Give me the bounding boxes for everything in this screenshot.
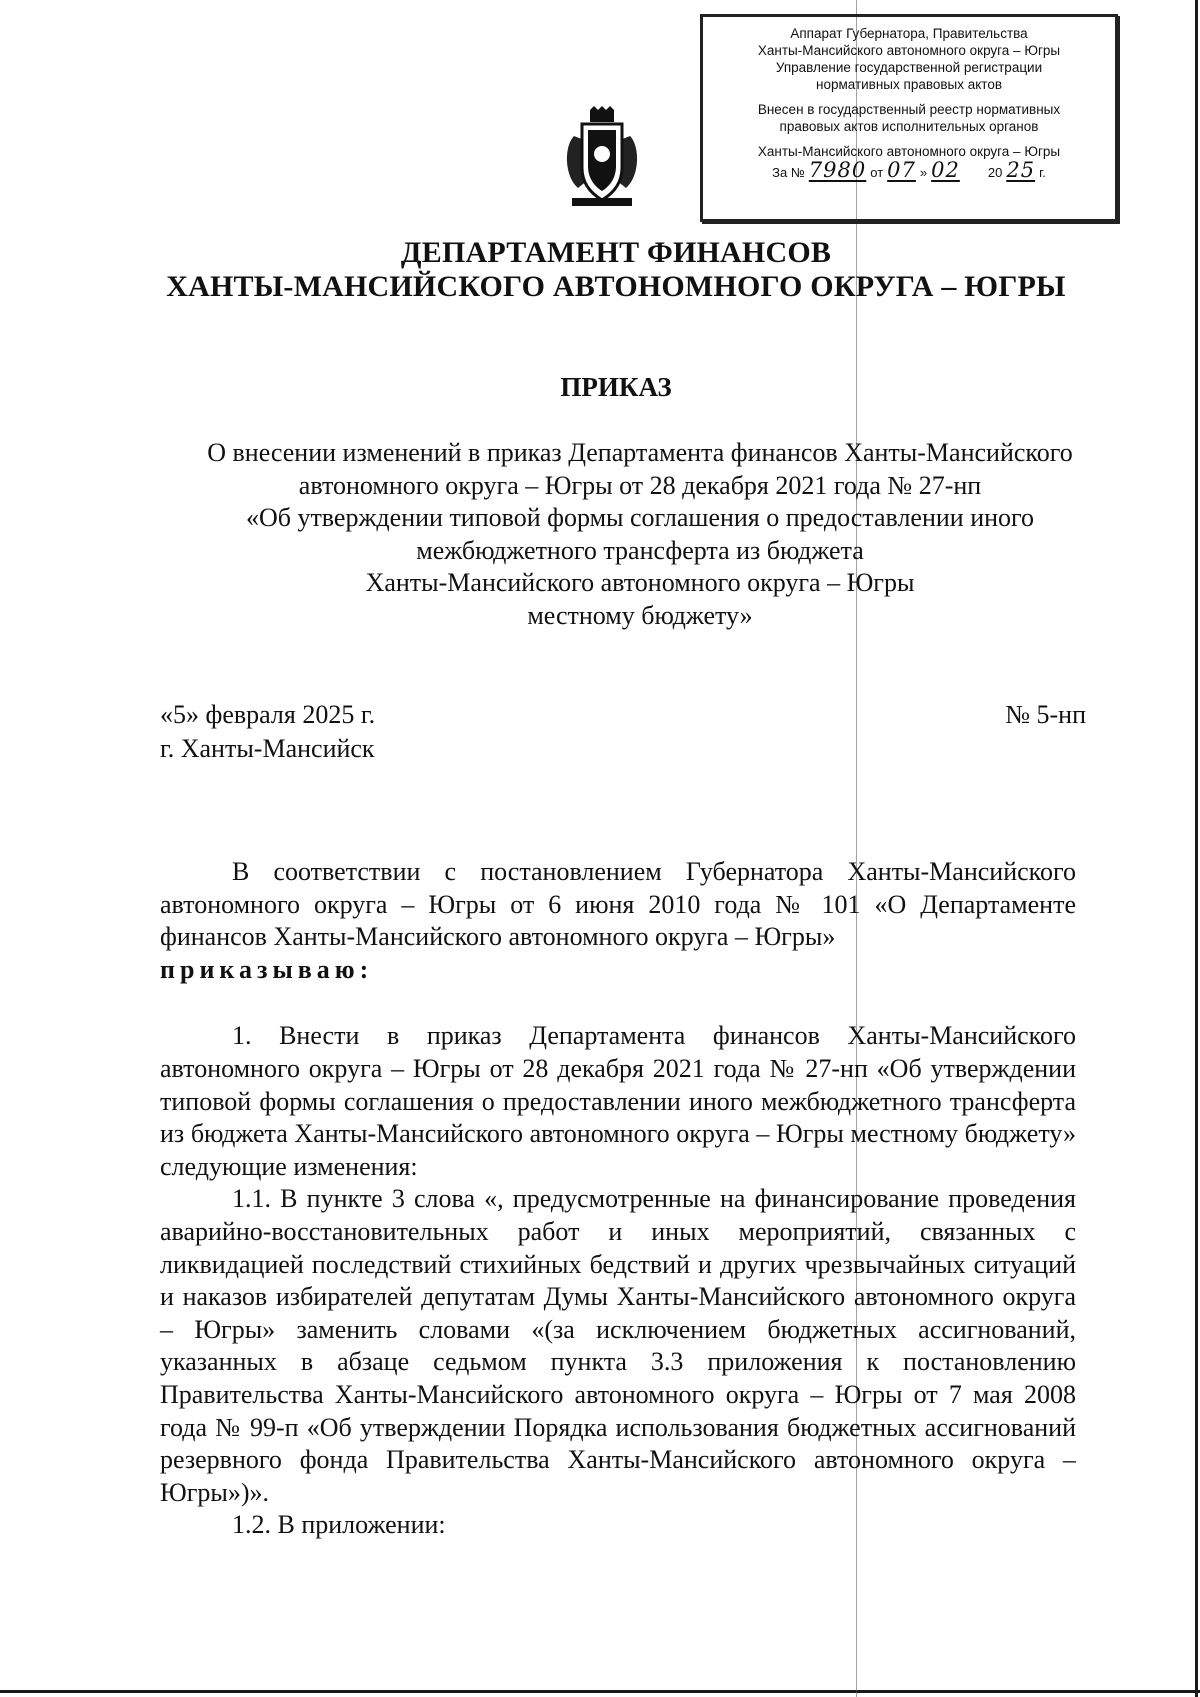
subject-line: межбюджетного трансферта из бюджета [416, 535, 864, 565]
stamp-reg-from: от [870, 165, 884, 180]
stamp-reg-day: 07 [887, 158, 916, 182]
stamp-line: Ханты-Мансийского автономного округа – Югры [757, 144, 1061, 159]
stamp-line: нормативных правовых актов [815, 77, 1003, 92]
item-1: 1. Внести в приказ Департамента финансов Ханты-Мансийского автономного округа – Югры от 28 декабря 2021 года № 27-нп «Об утверждении типовой формы соглашения о предоставлении иного межбюджетного трансферта из бюджета Ханты-Мансийского автономного округа – Югры местному бюджету» следующие изменения: [160, 1021, 1076, 1181]
order-word: приказываю: [160, 954, 374, 984]
stamp-reg-year-end: г. [1039, 165, 1046, 180]
stamp-authority [703, 25, 1115, 93]
document-city: г. Ханты-Мансийск [160, 734, 375, 763]
document-subject [150, 437, 1130, 632]
registration-stamp [700, 14, 1118, 222]
stamp-line: Ханты-Мансийского автономного округа – Югры [757, 43, 1061, 58]
subject-line: местному бюджету» [527, 600, 753, 630]
stamp-line: Аппарат Губернатора, Правительства [790, 26, 1028, 41]
subject-line: «Об утверждении типовой формы соглашения о предоставлении иного [245, 503, 1035, 532]
subject-line: Ханты-Мансийского автономного округа – Югры [365, 568, 915, 597]
stamp-reg-year-suffix: 25 [1006, 158, 1036, 182]
stamp-registration-row: За № 7980 от 07 » 02 20 25 г. [772, 158, 1046, 182]
preamble-text: В соответствии с постановлением Губернатора Ханты-Мансийского автономного округа – Югры от 6 июня 2010 года № 101 «О Департаменте финансов Ханты-Мансийского автономного округа – Югры» [160, 857, 1076, 952]
department-title-line: ХАНТЫ-МАНСИЙСКОГО АВТОНОМНОГО ОКРУГА – ЮГРЫ [166, 270, 1066, 303]
document-number: № 5-нп [1005, 700, 1086, 729]
stamp-reg-month: 02 [931, 158, 960, 182]
stamp-line: правовых актов исполнительных органов [779, 119, 1039, 134]
scan-edge-bottom [0, 1690, 1200, 1693]
stamp-line: Внесен в государственный реестр нормативных [757, 102, 1061, 117]
date-place-block [160, 698, 375, 766]
document-type: ПРИКАЗ [560, 372, 672, 402]
stamp-registry [703, 101, 1115, 135]
subject-line: О внесении изменений в приказ Департамента финансов Ханты-Мансийского [207, 438, 1073, 467]
item-1-1: 1.1. В пункте 3 слова «, предусмотренные на финансирование проведения аварийно-восстановительных работ и иных мероприятий, связанных с ликвидацией последствий стихийных бедствий и других чрезвычайных ситуаций и наказов избирателей депутатам Думы Ханты-Мансийского автономного округа – Югры» заменить словами «(за исключением бюджетных ассигнований, указанных в абзаце седьмом пункта 3.3 приложения к постановлению Правительства Ханты-Мансийского автономного округа – Югры от 7 мая 2008 года № 99-п «Об утверждении Порядка использования бюджетных ассигнований резервного фонда Правительства Ханты-Мансийского автономного округа – Югры»)». [160, 1184, 1076, 1507]
department-title [0, 236, 1200, 304]
document-date: «5» февраля 2025 г. [160, 700, 376, 729]
preamble-paragraph [160, 856, 1076, 986]
subject-line: автономного округа – Югры от 28 декабря 2021 года № 27-нп [298, 470, 982, 500]
stamp-reg-number: 7980 [808, 158, 867, 182]
stamp-reg-prefix: За № [772, 165, 805, 180]
document-body [160, 856, 1076, 1542]
item-1-2: 1.2. В приложении: [232, 1510, 446, 1540]
stamp-line: Управление государственной регистрации [775, 60, 1043, 75]
department-title-line: ДЕПАРТАМЕНТ ФИНАНСОВ [400, 236, 832, 269]
coat-of-arms-icon [560, 106, 644, 210]
stamp-reg-year-prefix: 20 [987, 165, 1003, 180]
